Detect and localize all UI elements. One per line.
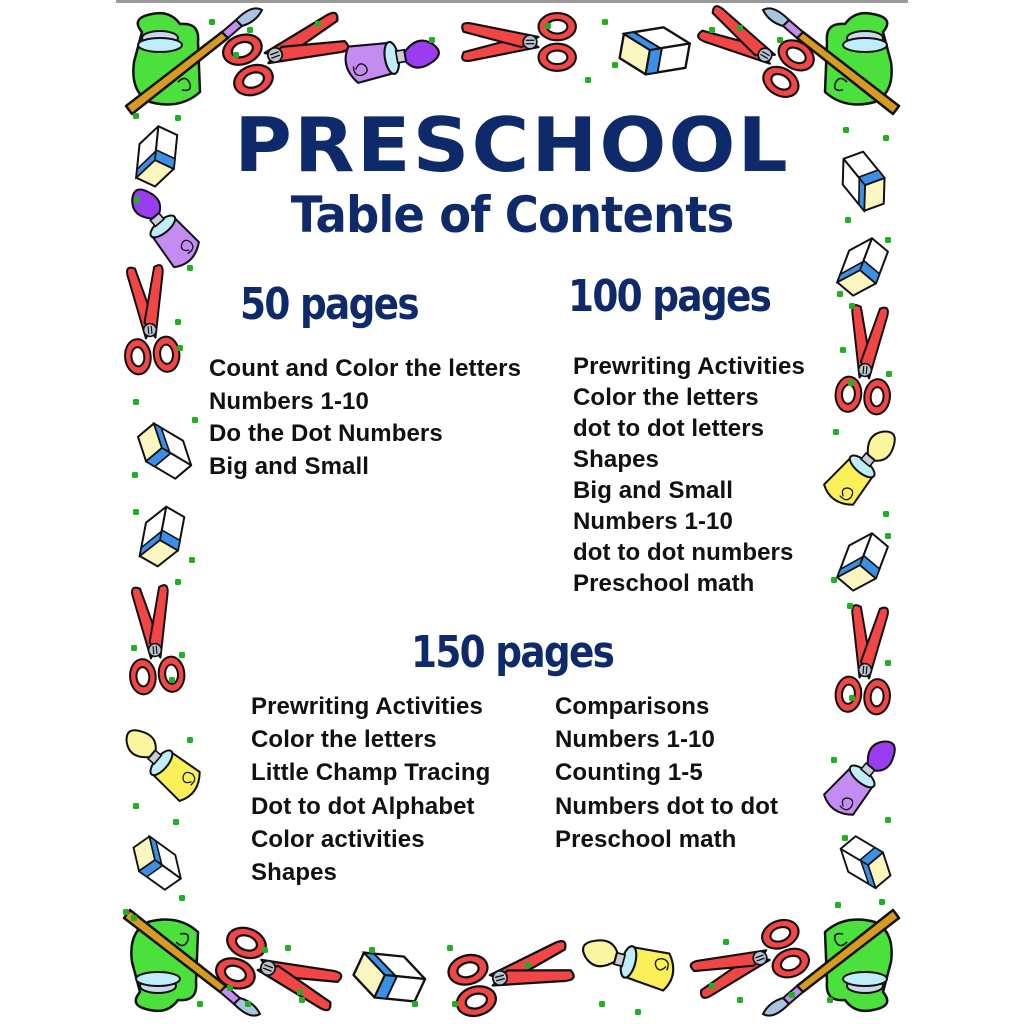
scissors-icon (212, 923, 346, 1022)
list-item: dot to dot numbers (573, 539, 794, 566)
list-item: Counting 1-5 (555, 759, 703, 787)
list-item: Big and Small (209, 452, 369, 480)
eraser-icon (126, 830, 188, 895)
paint-tube-icon (343, 31, 441, 84)
scissors-icon (122, 584, 186, 695)
list-item: Shapes (573, 446, 659, 473)
list-item: Prewriting Activities (573, 353, 805, 380)
list-item: Color activities (251, 825, 425, 853)
list-item: Numbers 1-10 (573, 508, 733, 535)
list-item: Preschool math (555, 825, 737, 853)
list-item: dot to dot letters (573, 415, 765, 442)
list-item: Numbers 1-10 (555, 726, 715, 754)
list-item: Shapes (251, 859, 337, 887)
scissors-icon (834, 304, 898, 415)
section-heading-150-pages: 150 pages (411, 627, 614, 678)
paint-tube-icon (116, 721, 206, 804)
list-item: Do the Dot Numbers (209, 420, 443, 447)
eraser-icon (131, 416, 199, 486)
list-item: Color the letters (251, 726, 437, 754)
scissors-icon (692, 0, 819, 103)
list-item: Numbers 1-10 (209, 387, 369, 415)
section-heading-50-pages: 50 pages (240, 279, 418, 330)
scissors-icon (834, 604, 898, 715)
list-item: Numbers dot to dot (555, 792, 779, 820)
list-item: Little Champ Tracing (251, 759, 491, 787)
paint-tube-icon (821, 731, 904, 821)
eraser-icon (130, 502, 194, 571)
list-item: Big and Small (573, 477, 733, 504)
eraser-icon (618, 21, 692, 81)
list-item: Dot to dot Alphabet (251, 792, 475, 820)
section-list-50-pages (209, 353, 521, 483)
scissors-icon (445, 930, 577, 1020)
list-item: Count and Color the letters (209, 355, 522, 382)
paint-tube-icon (578, 932, 678, 992)
list-item: Color the letters (573, 384, 759, 411)
page-subtitle: Table of Contents (290, 186, 734, 244)
section-heading-100-pages: 100 pages (568, 271, 771, 322)
scissors-icon (462, 13, 576, 71)
scissors-icon (117, 264, 181, 375)
list-item: Preschool math (573, 570, 755, 597)
section-list-100-pages (573, 351, 805, 599)
section-list-150-pages-col2 (555, 690, 778, 856)
list-item: Comparisons (555, 693, 710, 720)
page-title: PRESCHOOL (234, 101, 790, 189)
list-item: Prewriting Activities (251, 693, 483, 720)
section-list-150-pages-col1 (251, 690, 490, 889)
